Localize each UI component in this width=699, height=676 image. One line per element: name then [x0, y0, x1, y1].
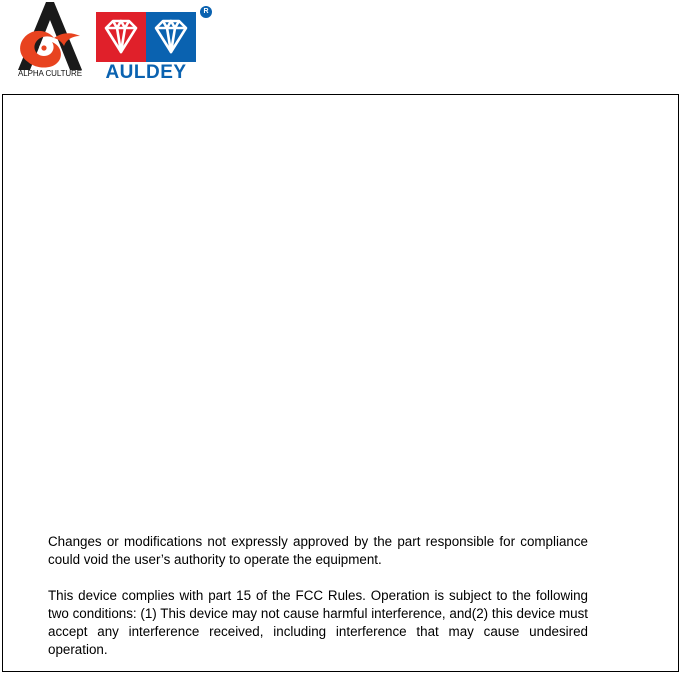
alpha-culture-a-flame-icon — [10, 2, 90, 72]
alpha-culture-logo — [10, 2, 90, 80]
modifications-warning: Changes or modifications not expressly approved by the part responsible for compliance could void the user’s authority to operate the equipment. — [48, 534, 588, 567]
fcc-compliance-statement: This device complies with part 15 of the FCC Rules. Operation is subject to the following two conditions: (1) This device may not cause harmful interference, and(2) this device must accept any interference received, including interference that may cause undesired operation. — [48, 588, 588, 657]
auldey-logo — [96, 2, 216, 82]
fcc-notice — [48, 533, 588, 659]
auldey-wordmark: AULDEY — [105, 62, 187, 83]
auldey-twin-diamond-icon — [96, 2, 196, 62]
alpha-culture-wordmark: ALPHA CULTURE — [18, 69, 82, 78]
registered-trademark-icon: R — [200, 6, 212, 18]
header-logos — [0, 0, 699, 92]
